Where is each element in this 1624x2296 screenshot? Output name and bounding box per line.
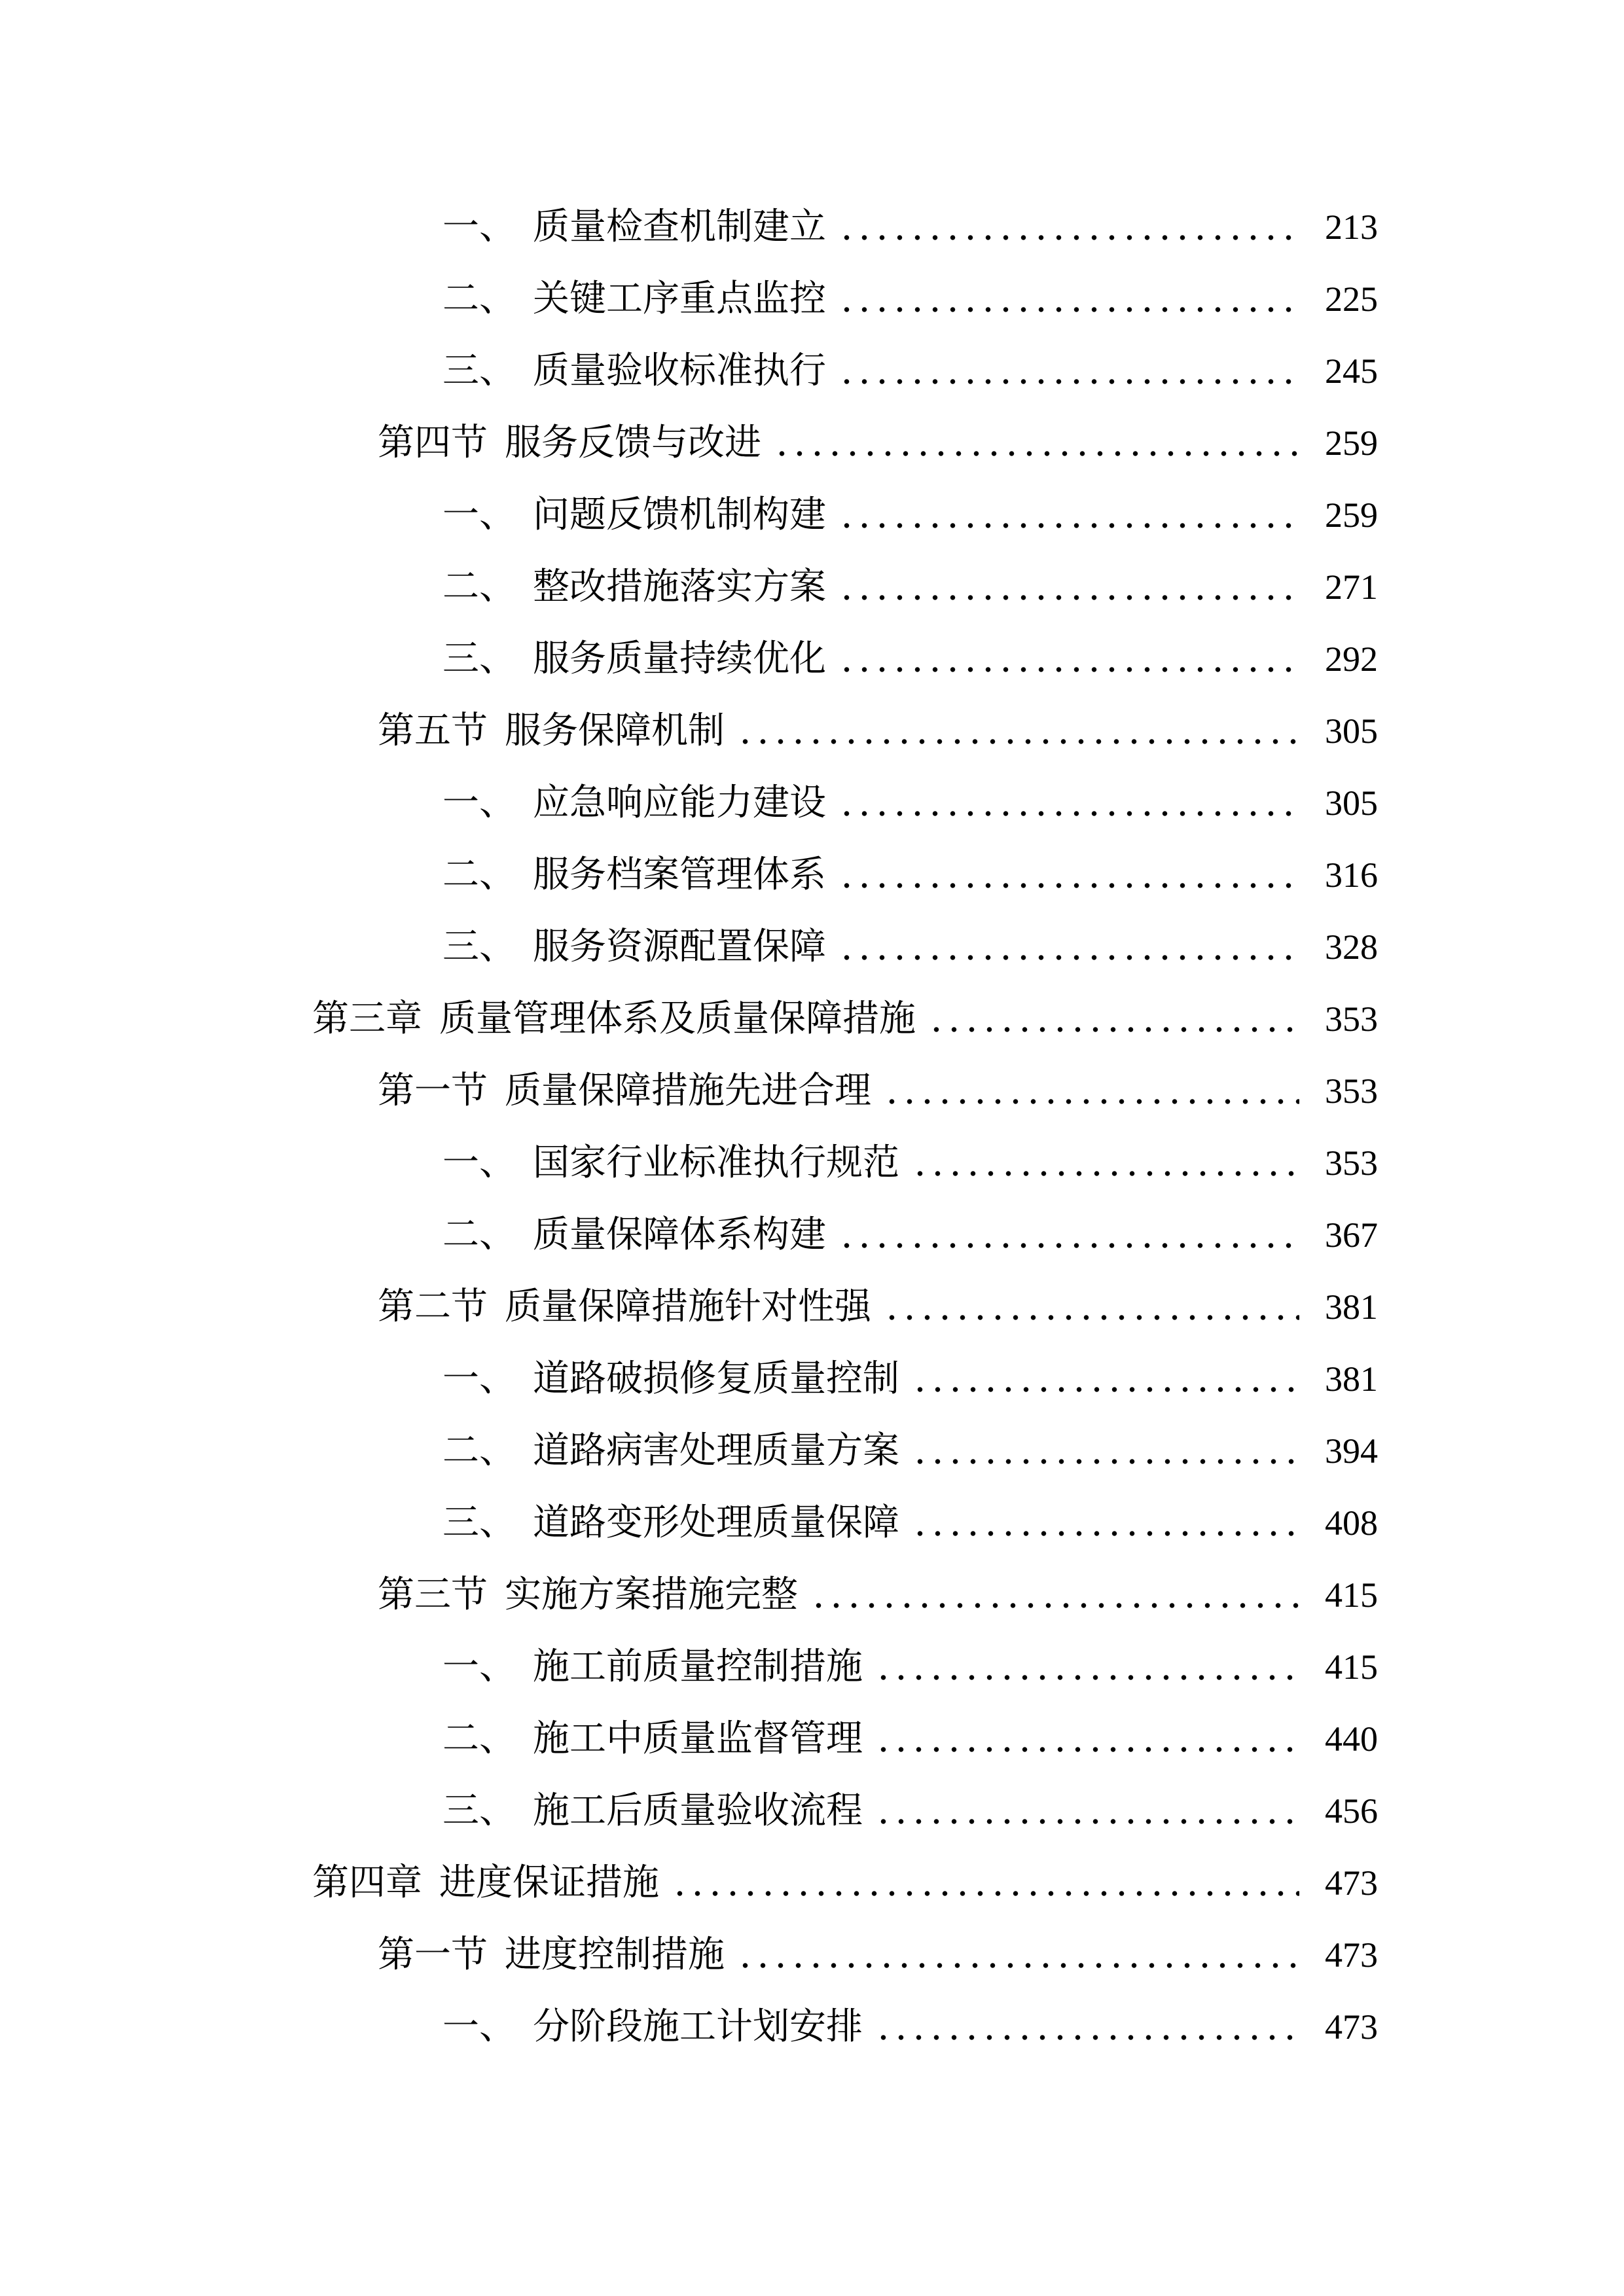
toc-entry-page-number: 225 bbox=[1325, 279, 1378, 319]
toc-entry-title: 服务档案管理体系 bbox=[533, 855, 826, 895]
toc-entry-page-number: 213 bbox=[1325, 207, 1378, 247]
dot-leader bbox=[838, 641, 1299, 677]
toc-entry-label: 三、 bbox=[442, 351, 516, 391]
toc-entry-label: 二、 bbox=[442, 567, 516, 607]
dot-leader bbox=[838, 857, 1299, 893]
toc-entry-title: 施工中质量监督管理 bbox=[533, 1719, 863, 1759]
toc-entry-label: 一、 bbox=[442, 1647, 516, 1687]
toc-entry-label: 第二节 bbox=[378, 1287, 488, 1327]
toc-entry-page-number: 353 bbox=[1325, 1143, 1378, 1183]
toc-entry[interactable] bbox=[0, 479, 1624, 551]
toc-entry-label: 一、 bbox=[442, 207, 516, 247]
toc-entry-label: 第五节 bbox=[378, 711, 488, 751]
toc-entry-label: 第四节 bbox=[378, 423, 488, 463]
toc-entry-page-number: 292 bbox=[1325, 639, 1378, 679]
toc-entry-label: 三、 bbox=[442, 1503, 516, 1543]
dot-leader bbox=[838, 1217, 1299, 1253]
dot-leader bbox=[838, 929, 1299, 965]
toc-entry-label: 一、 bbox=[442, 1359, 516, 1399]
toc-entry-title: 施工前质量控制措施 bbox=[533, 1647, 863, 1687]
dot-leader bbox=[883, 1289, 1299, 1325]
toc-entry-page-number: 245 bbox=[1325, 351, 1378, 391]
toc-entry-title: 进度保证措施 bbox=[439, 1863, 659, 1903]
toc-entry-label: 三、 bbox=[442, 639, 516, 679]
toc-entry[interactable] bbox=[0, 1343, 1624, 1415]
toc-entry[interactable] bbox=[0, 1631, 1624, 1703]
toc-entry-title: 整改措施落实方案 bbox=[533, 567, 826, 607]
dot-leader bbox=[875, 1721, 1299, 1757]
toc-entry-label: 一、 bbox=[442, 783, 516, 823]
toc-entry-title: 道路病害处理质量方案 bbox=[533, 1431, 899, 1471]
toc-entry-page-number: 473 bbox=[1325, 2007, 1378, 2047]
toc-entry-title: 进度控制措施 bbox=[505, 1935, 725, 1975]
toc-entry-label: 第四章 bbox=[312, 1863, 422, 1903]
toc-entry-page-number: 271 bbox=[1325, 567, 1378, 607]
toc-entry-page-number: 408 bbox=[1325, 1503, 1378, 1543]
toc-entry[interactable] bbox=[0, 983, 1624, 1055]
toc-entry-label: 第一节 bbox=[378, 1935, 488, 1975]
dot-leader bbox=[736, 1937, 1299, 1973]
toc-entry[interactable] bbox=[0, 1775, 1624, 1847]
toc-entry[interactable] bbox=[0, 911, 1624, 983]
dot-leader bbox=[838, 353, 1299, 389]
toc-entry-title: 服务资源配置保障 bbox=[533, 927, 826, 967]
toc-entry-label: 第三节 bbox=[378, 1575, 488, 1615]
toc-entry-title: 国家行业标准执行规范 bbox=[533, 1143, 899, 1183]
toc-entry-label: 一、 bbox=[442, 495, 516, 535]
toc-entry-page-number: 305 bbox=[1325, 783, 1378, 823]
toc-entry-page-number: 367 bbox=[1325, 1215, 1378, 1255]
toc-entry-title: 应急响应能力建设 bbox=[533, 783, 826, 823]
dot-leader bbox=[928, 1001, 1299, 1037]
dot-leader bbox=[838, 785, 1299, 821]
toc-entry-title: 质量检查机制建立 bbox=[533, 207, 826, 247]
toc-entry-title: 道路变形处理质量保障 bbox=[533, 1503, 899, 1543]
toc-entry-title: 实施方案措施完整 bbox=[505, 1575, 798, 1615]
toc-entry-page-number: 305 bbox=[1325, 711, 1378, 751]
toc-entry-title: 分阶段施工计划安排 bbox=[533, 2007, 863, 2047]
toc-entry-page-number: 381 bbox=[1325, 1287, 1378, 1327]
toc-entry-label: 第一节 bbox=[378, 1071, 488, 1111]
dot-leader bbox=[671, 1865, 1299, 1901]
toc-entry-title: 质量管理体系及质量保障措施 bbox=[439, 999, 916, 1039]
toc-entry-label: 三、 bbox=[442, 1791, 516, 1831]
dot-leader bbox=[838, 209, 1299, 245]
dot-leader bbox=[838, 497, 1299, 533]
toc-entry[interactable] bbox=[0, 551, 1624, 623]
dot-leader bbox=[911, 1361, 1299, 1397]
toc-entry-label: 第三章 bbox=[312, 999, 422, 1039]
toc-entry-page-number: 473 bbox=[1325, 1863, 1378, 1903]
dot-leader bbox=[838, 569, 1299, 605]
toc-entry-label: 二、 bbox=[442, 279, 516, 319]
toc-entry-label: 二、 bbox=[442, 855, 516, 895]
dot-leader bbox=[875, 1793, 1299, 1829]
toc-entry[interactable] bbox=[0, 1271, 1624, 1343]
toc-entry-title: 质量保障措施先进合理 bbox=[505, 1071, 871, 1111]
dot-leader bbox=[810, 1577, 1299, 1613]
toc-entry[interactable] bbox=[0, 1415, 1624, 1487]
toc-entry-label: 三、 bbox=[442, 927, 516, 967]
toc-entry-title: 道路破损修复质量控制 bbox=[533, 1359, 899, 1399]
dot-leader bbox=[875, 2009, 1299, 2045]
toc-entry-page-number: 415 bbox=[1325, 1647, 1378, 1687]
dot-leader bbox=[883, 1073, 1299, 1109]
toc-entry-page-number: 415 bbox=[1325, 1575, 1378, 1615]
toc-entry[interactable] bbox=[0, 623, 1624, 695]
toc-entry[interactable] bbox=[0, 767, 1624, 839]
toc-entry-label: 二、 bbox=[442, 1215, 516, 1255]
toc-entry[interactable] bbox=[0, 1487, 1624, 1559]
toc-entry-page-number: 381 bbox=[1325, 1359, 1378, 1399]
toc-entry-page-number: 259 bbox=[1325, 495, 1378, 535]
toc-entry-page-number: 316 bbox=[1325, 855, 1378, 895]
toc-entry-title: 问题反馈机制构建 bbox=[533, 495, 826, 535]
toc-entry[interactable] bbox=[0, 1127, 1624, 1199]
toc-entry-label: 一、 bbox=[442, 1143, 516, 1183]
toc-entry-title: 服务反馈与改进 bbox=[505, 423, 761, 463]
toc-entry-title: 服务保障机制 bbox=[505, 711, 725, 751]
toc-entry-page-number: 440 bbox=[1325, 1719, 1378, 1759]
toc-entry-label: 一、 bbox=[442, 2007, 516, 2047]
toc-entry[interactable] bbox=[0, 191, 1624, 263]
toc-entry-title: 服务质量持续优化 bbox=[533, 639, 826, 679]
toc-entry[interactable] bbox=[0, 839, 1624, 911]
toc-entry-page-number: 473 bbox=[1325, 1935, 1378, 1975]
dot-leader bbox=[911, 1433, 1299, 1469]
toc-entry[interactable] bbox=[0, 335, 1624, 407]
toc-entry-page-number: 394 bbox=[1325, 1431, 1378, 1471]
toc-entry[interactable] bbox=[0, 1703, 1624, 1775]
toc-entry[interactable] bbox=[0, 695, 1624, 767]
dot-leader bbox=[736, 713, 1299, 749]
dot-leader bbox=[875, 1649, 1299, 1685]
toc-entry[interactable] bbox=[0, 407, 1624, 479]
toc-entry-page-number: 259 bbox=[1325, 423, 1378, 463]
toc-entry[interactable] bbox=[0, 1559, 1624, 1631]
dot-leader bbox=[838, 281, 1299, 317]
toc-entry-label: 二、 bbox=[442, 1431, 516, 1471]
toc-entry-page-number: 456 bbox=[1325, 1791, 1378, 1831]
toc-entry-title: 关键工序重点监控 bbox=[533, 279, 826, 319]
toc-entry[interactable] bbox=[0, 1919, 1624, 1991]
toc-entry[interactable] bbox=[0, 1991, 1624, 2063]
dot-leader bbox=[911, 1505, 1299, 1541]
toc-entry-title: 质量保障体系构建 bbox=[533, 1215, 826, 1255]
dot-leader bbox=[773, 425, 1299, 461]
toc-entry-title: 施工后质量验收流程 bbox=[533, 1791, 863, 1831]
toc-entry[interactable] bbox=[0, 263, 1624, 335]
dot-leader bbox=[911, 1145, 1299, 1181]
toc-entry-label: 二、 bbox=[442, 1719, 516, 1759]
toc-entry-title: 质量保障措施针对性强 bbox=[505, 1287, 871, 1327]
toc-entry-title: 质量验收标准执行 bbox=[533, 351, 826, 391]
toc-entry-page-number: 328 bbox=[1325, 927, 1378, 967]
toc-entry-page-number: 353 bbox=[1325, 999, 1378, 1039]
toc-entry[interactable] bbox=[0, 1199, 1624, 1271]
toc-entry-page-number: 353 bbox=[1325, 1071, 1378, 1111]
toc-entry[interactable] bbox=[0, 1055, 1624, 1127]
toc-entry[interactable] bbox=[0, 1847, 1624, 1919]
